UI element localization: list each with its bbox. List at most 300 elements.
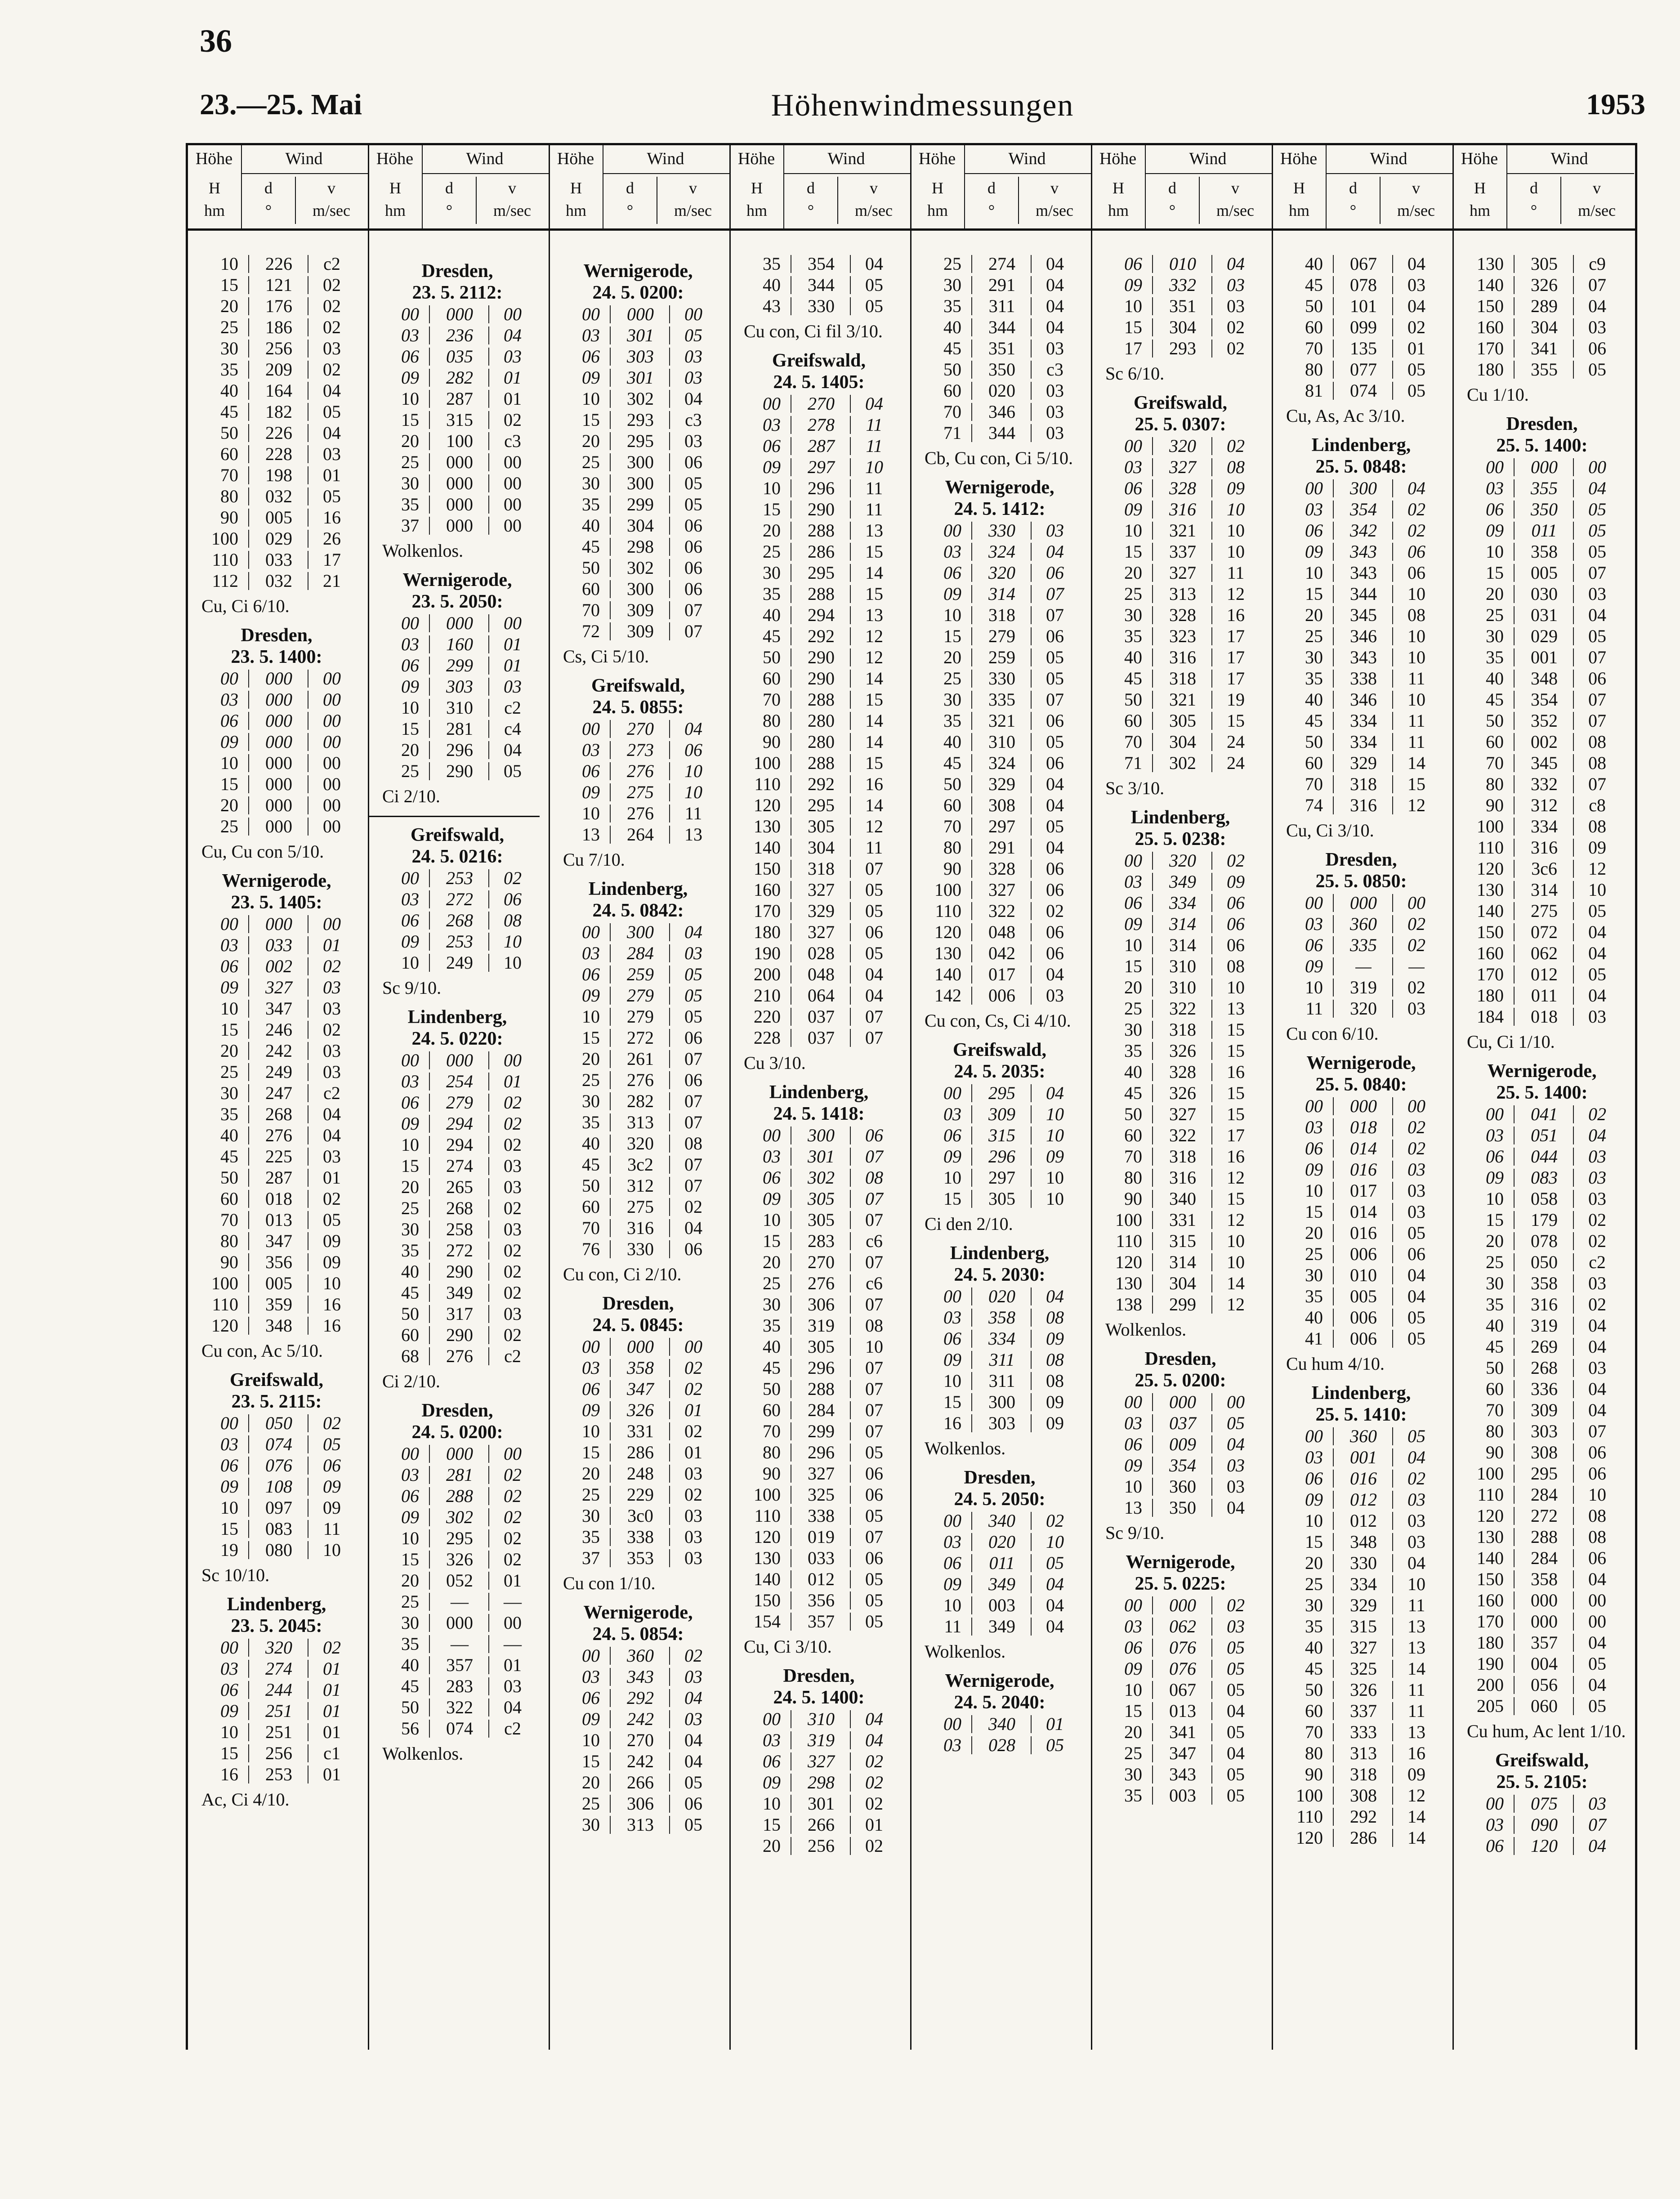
cell-divider xyxy=(1573,1274,1574,1292)
table-row xyxy=(1097,478,1269,499)
direction-value: 321 xyxy=(1169,689,1196,710)
height-value: 35 xyxy=(220,359,238,380)
direction-value: 014 xyxy=(1350,1202,1377,1222)
station-name: Lindenberg, xyxy=(1311,435,1411,456)
speed-value: 21 xyxy=(323,571,341,591)
cell-divider xyxy=(248,1190,249,1208)
direction-value: 006 xyxy=(1350,1307,1377,1327)
height-value: 30 xyxy=(1124,605,1142,625)
height-value: 03 xyxy=(1486,1125,1504,1145)
height-value: 40 xyxy=(1305,1307,1323,1327)
cell-divider xyxy=(248,1253,249,1271)
height-value: 130 xyxy=(1115,1273,1142,1293)
speed-value: 02 xyxy=(1046,1511,1064,1531)
cell-divider xyxy=(669,1507,670,1525)
table-row xyxy=(736,295,907,317)
cell-divider xyxy=(1152,606,1153,624)
direction-value: 120 xyxy=(1531,1836,1558,1856)
cell-divider xyxy=(669,622,670,640)
speed-value: 02 xyxy=(865,1793,883,1814)
speed-value: 11 xyxy=(865,478,883,498)
table-row xyxy=(1278,752,1450,773)
table-row xyxy=(1459,900,1631,921)
direction-value: 327 xyxy=(808,880,835,900)
cell-divider xyxy=(610,720,611,738)
direction-value: 274 xyxy=(265,1658,292,1679)
cell-divider xyxy=(1573,902,1574,920)
table-row xyxy=(736,1251,907,1273)
cell-divider xyxy=(1333,1744,1334,1762)
speed-value: 11 xyxy=(1407,732,1425,752)
speed-value: 11 xyxy=(1407,1595,1425,1615)
cell-divider xyxy=(850,1169,851,1187)
direction-value: 176 xyxy=(265,296,292,316)
station-name: Wernigerode, xyxy=(222,871,331,891)
station-name: Lindenberg, xyxy=(407,1007,507,1028)
cell-divider xyxy=(429,517,430,535)
height-value: 03 xyxy=(401,325,419,345)
header-d-unit xyxy=(784,177,837,222)
cell-divider xyxy=(669,1401,670,1419)
speed-value: 04 xyxy=(865,1709,883,1729)
table-row xyxy=(555,621,727,642)
cell-divider xyxy=(1333,1203,1334,1221)
table-row xyxy=(555,557,727,578)
table-row xyxy=(916,1595,1088,1616)
direction-value: 328 xyxy=(1169,478,1196,498)
height-value: 150 xyxy=(754,858,781,879)
direction-value: 286 xyxy=(627,1442,654,1462)
station-time: 23. 5. 1405: xyxy=(231,892,322,913)
table-row xyxy=(374,1464,546,1485)
speed-value: 05 xyxy=(1227,1722,1245,1742)
height-value: 60 xyxy=(1486,1379,1504,1399)
station-name: Greifswald, xyxy=(410,825,505,845)
height-value: 03 xyxy=(1124,872,1142,892)
table-row xyxy=(1278,478,1450,499)
height-value: 45 xyxy=(1305,275,1323,295)
speed-value: 06 xyxy=(1588,338,1606,358)
station-heading xyxy=(1278,434,1444,478)
direction-value: 016 xyxy=(1350,1223,1377,1243)
speed-value: 13 xyxy=(684,824,702,845)
table-row xyxy=(1097,604,1269,626)
direction-value: 281 xyxy=(446,719,473,739)
speed-value: 02 xyxy=(684,1379,702,1399)
direction-value: 000 xyxy=(627,1336,654,1357)
cell-divider xyxy=(1211,1702,1212,1720)
cell-divider xyxy=(248,572,249,590)
cell-divider xyxy=(1392,501,1393,518)
height-value: 10 xyxy=(582,389,600,409)
direction-value: 360 xyxy=(627,1645,654,1666)
cell-divider xyxy=(850,1029,851,1047)
height-value: 110 xyxy=(754,1506,781,1526)
cell-divider xyxy=(1211,1478,1212,1496)
header-ms: m/sec xyxy=(1216,201,1254,219)
direction-value: 297 xyxy=(808,457,835,477)
table-row xyxy=(193,295,365,317)
height-value: 06 xyxy=(582,1688,600,1708)
header-d-unit xyxy=(1146,177,1199,222)
direction-value: 291 xyxy=(988,275,1015,295)
table-row xyxy=(555,1154,727,1175)
header-h: H xyxy=(570,179,582,197)
station-name: Lindenberg, xyxy=(1311,1383,1411,1403)
direction-value: 334 xyxy=(1169,893,1196,913)
cell-divider xyxy=(488,890,489,908)
speed-value: 04 xyxy=(1046,795,1064,815)
table-row xyxy=(916,752,1088,773)
height-value: 15 xyxy=(401,410,419,430)
cell-divider xyxy=(1333,1491,1334,1509)
cell-divider xyxy=(971,361,972,379)
cloud-note: Sc 10/10. xyxy=(201,1565,270,1585)
table-row xyxy=(1459,626,1631,647)
cell-divider xyxy=(1333,564,1334,582)
table-row xyxy=(374,1443,546,1464)
table-row xyxy=(374,1718,546,1739)
station-heading xyxy=(1459,1750,1625,1793)
table-row xyxy=(374,1697,546,1718)
height-value: 00 xyxy=(943,1511,961,1531)
cell-divider xyxy=(1211,1414,1212,1432)
height-value: 06 xyxy=(1124,254,1142,274)
cell-divider xyxy=(1514,1570,1515,1588)
table-row xyxy=(193,422,365,443)
height-value: 100 xyxy=(754,1484,781,1505)
direction-value: 050 xyxy=(265,1413,292,1433)
column-divider xyxy=(1452,143,1454,2050)
speed-value: 04 xyxy=(1588,1125,1606,1145)
table-row xyxy=(916,1531,1088,1552)
cell-divider xyxy=(248,1211,249,1229)
direction-value: 268 xyxy=(1531,1358,1558,1378)
height-value: 35 xyxy=(582,1527,600,1547)
direction-value: 048 xyxy=(988,922,1015,942)
height-value: 60 xyxy=(763,668,781,688)
direction-value: 300 xyxy=(988,1392,1015,1412)
cell-divider xyxy=(850,1232,851,1250)
direction-value: 353 xyxy=(627,1548,654,1568)
direction-value: 284 xyxy=(808,1400,835,1420)
height-value: 00 xyxy=(401,1444,419,1464)
cell-divider xyxy=(1514,1105,1515,1123)
table-row xyxy=(1459,478,1631,499)
direction-value: 316 xyxy=(627,1218,654,1238)
cell-divider xyxy=(669,1465,670,1483)
table-row xyxy=(1097,977,1269,998)
direction-value: 305 xyxy=(1169,711,1196,731)
speed-value: 00 xyxy=(504,494,522,514)
height-value: 20 xyxy=(1305,605,1323,625)
table-row xyxy=(1278,520,1450,541)
cell-divider xyxy=(1031,1414,1032,1432)
direction-value: 360 xyxy=(1350,914,1377,934)
cell-divider xyxy=(1031,1533,1032,1551)
table-row xyxy=(916,317,1088,338)
cell-divider xyxy=(850,543,851,561)
speed-value: 10 xyxy=(1227,1231,1245,1251)
direction-value: 301 xyxy=(627,367,654,388)
table-row xyxy=(374,1633,546,1654)
direction-value: 299 xyxy=(446,655,473,675)
table-row xyxy=(736,1569,907,1590)
direction-value: 000 xyxy=(446,304,473,324)
height-value: 20 xyxy=(582,1463,600,1484)
height-value: 09 xyxy=(943,1350,961,1370)
table-row xyxy=(555,1196,727,1217)
speed-value: 05 xyxy=(323,486,341,506)
speed-value: 12 xyxy=(1227,1294,1245,1314)
direction-value: 304 xyxy=(1169,1273,1196,1293)
cell-divider xyxy=(248,1042,249,1060)
direction-value: 347 xyxy=(265,998,292,1019)
height-value: 10 xyxy=(220,1497,238,1518)
cell-divider xyxy=(1514,902,1515,920)
table-row xyxy=(1459,541,1631,562)
speed-value: 26 xyxy=(323,528,341,549)
station-time: 24. 5. 2035: xyxy=(954,1061,1046,1082)
header-d: d xyxy=(987,179,996,197)
station-time: 25. 5. 0840: xyxy=(1315,1074,1407,1095)
station-time: 24. 5. 0200: xyxy=(411,1422,503,1443)
direction-value: 002 xyxy=(1531,732,1558,752)
height-value: 70 xyxy=(1486,753,1504,773)
speed-value: 00 xyxy=(1588,1611,1606,1631)
speed-value: 05 xyxy=(865,880,883,900)
speed-value: 02 xyxy=(504,1528,522,1548)
cell-divider xyxy=(429,1220,430,1238)
cell-divider xyxy=(488,762,489,780)
table-row xyxy=(1097,541,1269,562)
cell-divider xyxy=(971,1330,972,1348)
table-row xyxy=(555,1091,727,1112)
cell-divider xyxy=(248,670,249,688)
table-row xyxy=(374,367,546,388)
cell-divider xyxy=(610,1710,611,1728)
station-time: 24. 5. 0854: xyxy=(592,1624,684,1645)
height-value: 35 xyxy=(1305,1286,1323,1306)
height-value: 00 xyxy=(1124,436,1142,456)
height-value: 30 xyxy=(582,1091,600,1111)
speed-value: 02 xyxy=(323,1019,341,1040)
table-row xyxy=(555,1006,727,1027)
header-v: v xyxy=(508,179,516,197)
table-row xyxy=(374,473,546,494)
cell-divider xyxy=(610,1816,611,1834)
height-value: 25 xyxy=(1305,626,1323,646)
header-hohe: Höhe xyxy=(376,149,414,168)
height-value: 180 xyxy=(1477,985,1504,1006)
cell-divider xyxy=(1392,648,1393,666)
cell-divider xyxy=(429,1242,430,1260)
station-time: 25. 5. 0307: xyxy=(1135,414,1226,435)
speed-value: 02 xyxy=(504,1549,522,1569)
cloud-note: Cu con, Cs, Ci 4/10. xyxy=(925,1010,1071,1031)
table-row xyxy=(1097,1273,1269,1294)
cell-divider xyxy=(1392,1596,1393,1614)
height-value: 06 xyxy=(763,1167,781,1188)
speed-value: 03 xyxy=(323,338,341,358)
speed-value: 11 xyxy=(1227,563,1245,583)
table-row xyxy=(1459,710,1631,731)
cell-divider xyxy=(488,1572,489,1590)
table-row xyxy=(916,359,1088,380)
direction-value: 329 xyxy=(1350,1595,1377,1615)
speed-value: 02 xyxy=(504,1240,522,1260)
cell-divider xyxy=(850,1731,851,1749)
direction-value: 078 xyxy=(1350,275,1377,295)
table-row xyxy=(736,985,907,1006)
cell-divider xyxy=(850,1591,851,1609)
height-value: 70 xyxy=(1305,774,1323,794)
speed-value: 03 xyxy=(1046,985,1064,1006)
speed-value: 00 xyxy=(504,1444,522,1464)
direction-value: 225 xyxy=(265,1146,292,1167)
direction-value: 279 xyxy=(988,626,1015,646)
cell-divider xyxy=(669,1029,670,1047)
speed-value: 10 xyxy=(1046,1125,1064,1145)
height-value: 10 xyxy=(582,1421,600,1441)
table-row xyxy=(1097,913,1269,934)
speed-value: 15 xyxy=(865,584,883,604)
direction-value: 294 xyxy=(446,1135,473,1155)
table-row xyxy=(193,795,365,816)
height-value: 35 xyxy=(763,584,781,604)
table-row xyxy=(374,1676,546,1697)
speed-value: 11 xyxy=(1407,668,1425,688)
header-wind: Wind xyxy=(827,149,865,168)
cell-divider xyxy=(971,818,972,836)
speed-value: 04 xyxy=(1407,1553,1425,1573)
height-value: 120 xyxy=(211,1315,238,1336)
table-row xyxy=(555,1463,727,1484)
speed-value: 05 xyxy=(1588,1696,1606,1716)
height-value: 15 xyxy=(1124,317,1142,337)
cell-divider xyxy=(1031,796,1032,814)
height-value: 25 xyxy=(220,816,238,836)
cell-divider xyxy=(248,1000,249,1018)
cell-divider xyxy=(488,369,489,387)
speed-value: 07 xyxy=(865,1028,883,1048)
direction-value: 304 xyxy=(808,837,835,858)
cell-divider xyxy=(1514,1359,1515,1377)
cell-divider xyxy=(971,1126,972,1144)
cell-divider xyxy=(429,1508,430,1526)
direction-value: 327 xyxy=(1350,1637,1377,1658)
cell-divider xyxy=(1392,796,1393,814)
header-wind: Wind xyxy=(1189,149,1227,168)
speed-value: 10 xyxy=(323,1273,341,1293)
speed-value: 10 xyxy=(865,457,883,477)
station-name: Wernigerode, xyxy=(402,570,512,590)
height-value: 06 xyxy=(1305,1468,1323,1488)
table-row xyxy=(193,1497,365,1518)
header-d: d xyxy=(1168,179,1176,197)
speed-value: 10 xyxy=(865,1336,883,1357)
speed-value: 00 xyxy=(504,1613,522,1633)
direction-value: 303 xyxy=(1531,1421,1558,1441)
station-heading xyxy=(916,1670,1083,1713)
cell-divider xyxy=(1211,691,1212,709)
direction-value: 074 xyxy=(1350,380,1377,401)
table-row xyxy=(736,710,907,731)
table-row xyxy=(1097,1040,1269,1061)
table-row xyxy=(374,676,546,697)
direction-value: 331 xyxy=(627,1421,654,1441)
table-row xyxy=(193,1315,365,1336)
cell-divider xyxy=(1573,1422,1574,1440)
cell-divider xyxy=(1573,1486,1574,1504)
cell-divider xyxy=(488,1698,489,1716)
table-row xyxy=(1278,1489,1450,1510)
table-row xyxy=(1459,1336,1631,1357)
speed-value: 07 xyxy=(1588,774,1606,794)
table-row xyxy=(1459,773,1631,795)
speed-value: 04 xyxy=(684,389,702,409)
height-value: 15 xyxy=(1486,1210,1504,1230)
height-value: 60 xyxy=(1305,1701,1323,1721)
cell-divider xyxy=(248,796,249,814)
direction-value: 332 xyxy=(1531,774,1558,794)
cell-divider xyxy=(1573,691,1574,709)
cell-divider xyxy=(610,1774,611,1792)
height-value: 09 xyxy=(1305,956,1323,976)
cell-divider xyxy=(1333,936,1334,954)
station-heading xyxy=(736,350,902,393)
table-row xyxy=(1097,850,1269,871)
cell-divider xyxy=(248,297,249,315)
cell-divider xyxy=(248,530,249,548)
table-row xyxy=(916,964,1088,985)
cell-divider xyxy=(1514,1126,1515,1144)
height-value: 00 xyxy=(1124,850,1142,871)
direction-value: 344 xyxy=(988,423,1015,443)
direction-value: 3c0 xyxy=(627,1506,653,1526)
direction-value: 316 xyxy=(1169,499,1196,519)
speed-value: 05 xyxy=(1588,1654,1606,1674)
speed-value: 02 xyxy=(684,1484,702,1505)
speed-value: 00 xyxy=(1227,1392,1245,1412)
speed-value: 03 xyxy=(684,1667,702,1687)
speed-value: 04 xyxy=(1588,1400,1606,1420)
height-value: 80 xyxy=(943,837,961,858)
cell-divider xyxy=(669,305,670,323)
cell-divider xyxy=(1573,1444,1574,1462)
direction-value: 003 xyxy=(988,1595,1015,1615)
cell-divider xyxy=(1392,1245,1393,1263)
table-row xyxy=(1278,795,1450,816)
speed-value: 24 xyxy=(1227,732,1245,752)
table-row xyxy=(193,1273,365,1294)
speed-value: 10 xyxy=(323,1540,341,1560)
direction-value: 248 xyxy=(627,1463,654,1484)
direction-value: 350 xyxy=(1169,1497,1196,1518)
cell-divider xyxy=(1573,501,1574,518)
column-divider xyxy=(1272,143,1273,2050)
header-h-unit xyxy=(550,177,603,222)
speed-value: 07 xyxy=(1588,1815,1606,1835)
speed-value: 03 xyxy=(1407,1489,1425,1510)
cell-divider xyxy=(1031,1596,1032,1614)
direction-value: 298 xyxy=(627,536,654,557)
table-header xyxy=(188,143,1635,231)
height-value: 00 xyxy=(763,1125,781,1145)
table-row xyxy=(555,1814,727,1835)
cell-divider xyxy=(850,1549,851,1567)
table-row xyxy=(1459,499,1631,520)
